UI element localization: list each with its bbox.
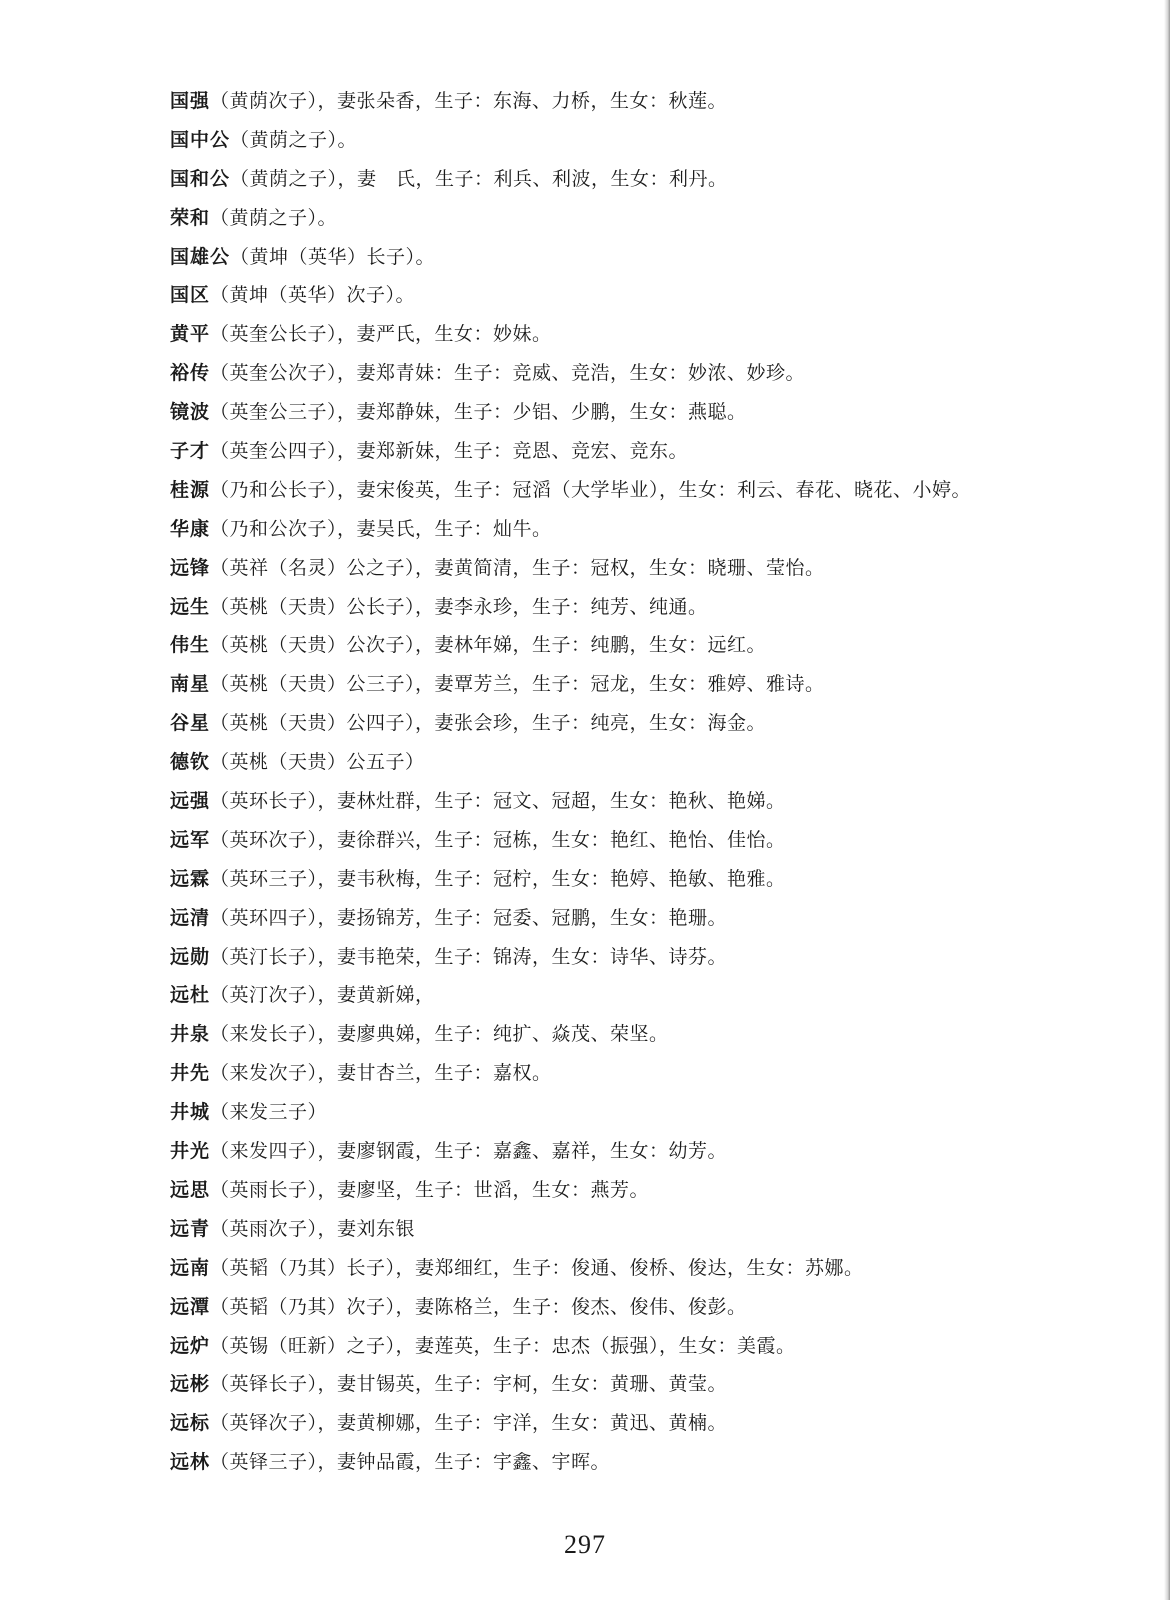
entry-text: （来发四子），妻廖钢霞，生子：嘉鑫、嘉祥，生女：幼芳。 <box>210 1140 728 1163</box>
entry-name: 镜波 <box>170 401 211 424</box>
entry-name: 远杜 <box>170 984 211 1007</box>
entry-text: （英桃（天贵）公四子），妻张会珍，生子：纯亮，生女：海金。 <box>210 712 767 735</box>
entry-text: （黄坤（英华）次子）。 <box>210 284 416 307</box>
entry-text: （黄荫之子）。 <box>230 128 358 151</box>
entry-line <box>170 354 1130 393</box>
entry-text: （英铎长子），妻甘锡英，生子：宇柯，生女：黄珊、黄莹。 <box>210 1373 728 1396</box>
page-number: 297 <box>564 1530 606 1559</box>
entry-line <box>170 160 1130 199</box>
entry-text: （英汀次子），妻黄新娣， <box>210 984 435 1007</box>
entry-name: 远强 <box>170 790 211 813</box>
entry-text: （英奎公四子），妻郑新妹，生子：竞恩、竞宏、竞东。 <box>210 440 689 463</box>
entry-text: （黄坤（英华）长子）。 <box>230 245 436 268</box>
entry-line <box>170 82 1130 121</box>
entry-name: 远潭 <box>170 1295 211 1318</box>
entry-name: 远南 <box>170 1256 211 1279</box>
entry-text: （英桃（天贵）公长子），妻李永珍，生子：纯芳、纯通。 <box>210 595 708 618</box>
entry-line <box>170 860 1130 899</box>
genealogy-entry-list <box>170 82 1130 1482</box>
entry-text: （英锡（旺新）之子），妻莲英，生子：忠杰（振强），生女：美霞。 <box>210 1334 796 1357</box>
entry-name: 德钦 <box>170 751 211 774</box>
entry-line <box>170 821 1130 860</box>
entry-line <box>170 1093 1130 1132</box>
entry-text: （英环长子），妻林灶群，生子：冠文、冠超，生女：艳秋、艳娣。 <box>210 790 786 813</box>
entry-text: （英祥（名灵）公之子），妻黄简清，生子：冠权，生女：晓珊、莹怡。 <box>210 556 825 579</box>
entry-line <box>170 665 1130 704</box>
entry-name: 远军 <box>170 828 211 851</box>
entry-text: （英桃（天贵）公五子） <box>210 751 425 774</box>
entry-line <box>170 743 1130 782</box>
entry-line <box>170 121 1130 160</box>
entry-line <box>170 1171 1130 1210</box>
entry-line <box>170 510 1130 549</box>
entry-text: （来发三子） <box>210 1101 328 1124</box>
entry-line <box>170 782 1130 821</box>
entry-line <box>170 1404 1130 1443</box>
entry-line <box>170 1288 1130 1327</box>
entry-line <box>170 432 1130 471</box>
entry-line <box>170 276 1130 315</box>
entry-text: （黄荫之子），妻 氏，生子：利兵、利波，生女：利丹。 <box>230 167 728 190</box>
entry-line <box>170 976 1130 1015</box>
entry-text: （英环四子），妻扬锦芳，生子：冠委、冠鹏，生女：艳珊。 <box>210 906 728 929</box>
entry-name: 国强 <box>170 90 211 112</box>
entry-text: （英韬（乃其）次子），妻陈格兰，生子：俊杰、俊伟、俊彭。 <box>210 1295 747 1318</box>
entry-name: 井先 <box>170 1062 211 1085</box>
entry-line <box>170 238 1130 277</box>
entry-line <box>170 1365 1130 1404</box>
entry-name: 井光 <box>170 1140 211 1163</box>
entry-text: （英桃（天贵）公次子），妻林年娣，生子：纯鹏，生女：远红。 <box>210 634 767 657</box>
entry-name: 国区 <box>170 284 211 307</box>
entry-name: 远青 <box>170 1217 211 1240</box>
entry-text: （英环次子），妻徐群兴，生子：冠栋，生女：艳红、艳怡、佳怡。 <box>210 828 786 851</box>
entry-text: （乃和公次子），妻吴氏，生子：灿牛。 <box>210 517 552 540</box>
entry-text: （黄荫次子），妻张朵香，生子：东海、力桥，生女：秋莲。 <box>210 90 728 112</box>
entry-text: （英奎公次子），妻郑青妹：生子：竞威、竞浩，生女：妙浓、妙珍。 <box>210 362 806 385</box>
entry-line <box>170 704 1130 743</box>
entry-text: （英汀长子），妻韦艳荣，生子：锦涛，生女：诗华、诗芬。 <box>210 945 728 968</box>
entry-text: （英桃（天贵）公三子），妻覃芳兰，生子：冠龙，生女：雅婷、雅诗。 <box>210 673 825 696</box>
entry-line <box>170 1249 1130 1288</box>
entry-name: 伟生 <box>170 634 211 657</box>
entry-text: （英雨长子），妻廖坚，生子：世滔，生女：燕芳。 <box>210 1178 650 1201</box>
entry-line <box>170 626 1130 665</box>
entry-line <box>170 1443 1130 1482</box>
entry-name: 井城 <box>170 1101 211 1124</box>
entry-line <box>170 1210 1130 1249</box>
entry-name: 南星 <box>170 673 211 696</box>
entry-text: （英奎公长子），妻严氏，生女：妙妹。 <box>210 323 552 346</box>
entry-text: （英环三子），妻韦秋梅，生子：冠柠，生女：艳婷、艳敏、艳雅。 <box>210 867 786 890</box>
entry-line <box>170 1327 1130 1366</box>
entry-text: （英铎三子），妻钟品霞，生子：宇鑫、宇晖。 <box>210 1451 611 1474</box>
entry-line <box>170 899 1130 938</box>
entry-line <box>170 393 1130 432</box>
entry-text: （英铎次子），妻黄柳娜，生子：宇洋，生女：黄迅、黄楠。 <box>210 1412 728 1435</box>
entry-name: 谷星 <box>170 712 211 735</box>
entry-line <box>170 938 1130 977</box>
entry-text: （黄荫之子）。 <box>210 206 338 229</box>
entry-name: 远生 <box>170 595 211 618</box>
entry-name: 华康 <box>170 517 211 540</box>
entry-line <box>170 199 1130 238</box>
entry-text: （来发长子），妻廖典娣，生子：纯扩、焱茂、荣坚。 <box>210 1023 669 1046</box>
entry-name: 远彬 <box>170 1373 211 1396</box>
entry-line <box>170 549 1130 588</box>
entry-name: 国和公 <box>170 167 231 190</box>
entry-line <box>170 1015 1130 1054</box>
entry-name: 远清 <box>170 906 211 929</box>
entry-name: 国中公 <box>170 128 231 151</box>
entry-text: （英韬（乃其）长子），妻郑细红，生子：俊通、俊桥、俊达，生女：苏娜。 <box>210 1256 864 1279</box>
entry-name: 裕传 <box>170 362 211 385</box>
entry-name: 远霖 <box>170 867 211 890</box>
entry-line <box>170 315 1130 354</box>
entry-name: 国雄公 <box>170 245 231 268</box>
entry-line <box>170 1054 1130 1093</box>
entry-name: 远锋 <box>170 556 211 579</box>
entry-name: 远思 <box>170 1178 211 1201</box>
entry-name: 井泉 <box>170 1023 211 1046</box>
entry-name: 远林 <box>170 1451 211 1474</box>
entry-name: 远勋 <box>170 945 211 968</box>
entry-name: 远炉 <box>170 1334 211 1357</box>
entry-line <box>170 1132 1130 1171</box>
entry-name: 远标 <box>170 1412 211 1435</box>
entry-text: （英雨次子），妻刘东银 <box>210 1217 416 1240</box>
entry-name: 黄平 <box>170 323 211 346</box>
entry-text: （乃和公长子），妻宋俊英，生子：冠滔（大学毕业），生女：利云、春花、晓花、小婷。 <box>210 478 972 501</box>
entry-line <box>170 588 1130 627</box>
scan-page-edge <box>1164 0 1170 1600</box>
entry-name: 桂源 <box>170 478 211 501</box>
entry-text: （英奎公三子），妻郑静妹，生子：少铝、少鹏，生女：燕聪。 <box>210 401 747 424</box>
entry-line <box>170 471 1130 510</box>
entry-name: 荣和 <box>170 206 211 229</box>
entry-text: （来发次子），妻甘杏兰，生子：嘉权。 <box>210 1062 552 1085</box>
entry-name: 子才 <box>170 440 211 463</box>
